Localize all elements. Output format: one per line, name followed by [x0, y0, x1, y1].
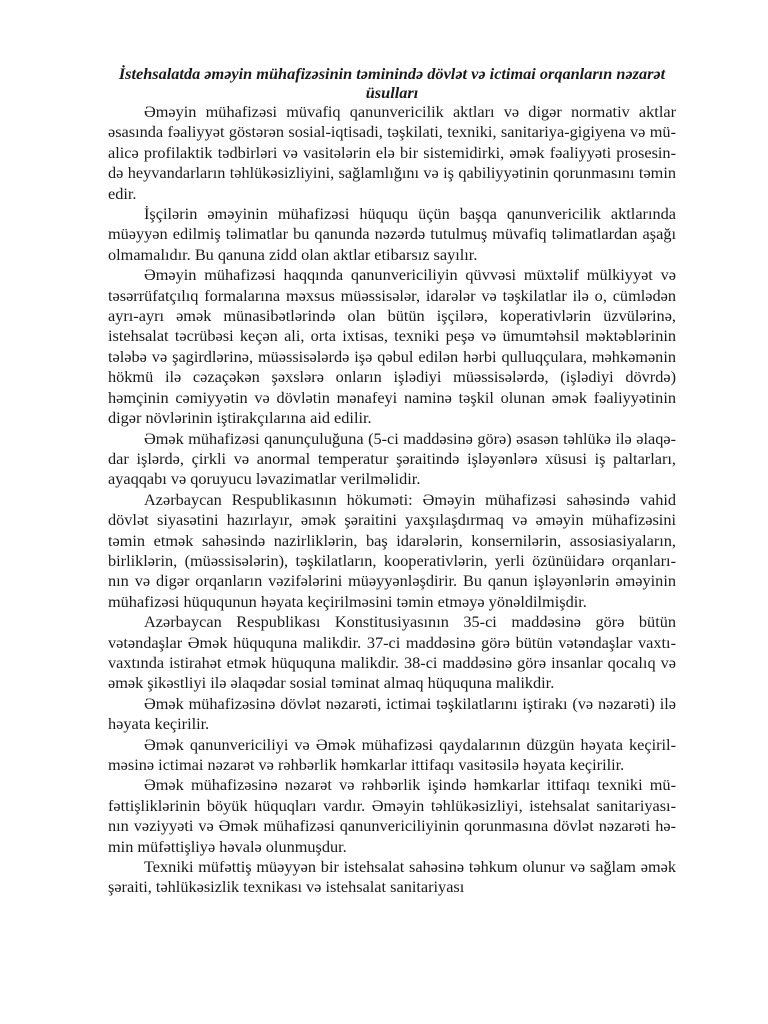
- document-title: İstehsalatda əməyin mühafizəsinin təminində dövlət və ictimai orqanların nəzarət üsulları: [118, 64, 666, 102]
- paragraph-8: Əmək qanunvericiliyi və Əmək mühafizəsi qaydalarının düzgün həyata keçiril-məsinə ictimai nəzarət və rəhbərlik həmkarlar ittifaqı vasitəsilə həyata keçirilir.: [108, 734, 676, 774]
- paragraph-10: Texniki müfəttiş müəyyən bir istehsalat sahəsinə təhkum olunur və sağlam əmək şəraiti, təhlükəsizlik texnikası və istehsalat sanitariyası: [108, 857, 676, 897]
- paragraph-3: Əməyin mühafizəsi haqqında qanunvericiliyin qüvvəsi müxtəlif mülkiyyət və təsərrüfatçılıq formalarına məxsus müəssisələr, idarələr və təşkilatlar ilə o, cümlədən ayrı-ayrı əmək münasibətlərində olan bütün işçilərə, koperativlərin üzvülərinə, istehsalat təcrübəsi keçən ali, orta ixtisas, texniki peşə və ümumtəhsil məktəblərinin tələbə və şagirdlərinə, müəssisələrdə işə qəbul edilən hərbi qulluqçulara, məhkəmənin hökmü ilə cəzaçəkən şəxslərə onların işlədiyi müəssisələrdə, (işlədiyi dövrdə) həmçinin cəmiyyətin və dövlətin mənafeyi naminə təşkil olunan əmək fəaliyyətinin digər növlərinin iştirakçılarına aid edilir.: [108, 265, 676, 428]
- paragraph-6: Azərbaycan Respublikası Konstitusiyasının 35-ci maddəsinə görə bütün vətəndaşlar Əmək hüququna malikdir. 37-ci maddəsinə görə bütün vətəndaşlar vaxtı-vaxtında istirahət etmək hüququna malikdir. 38-ci maddəsinə görə insanlar qocalıq və əmək şikəstliyi ilə əlaqədar sosial təminat almaq hüququna malikdir.: [108, 612, 676, 693]
- paragraph-5: Azərbaycan Respublikasının hökuməti: Əməyin mühafizəsi sahəsində vahid dövlət siyasətini hazırlayır, əmək şəraitini yaxşılaşdırmaq və əməyin mühafizəsini təmin etmək sahəsində nazirliklərin, baş idarələrin, konsernilərin, assosiasiyaların, birliklərin, (müəssisələrin), təşkilatların, kooperativlərin, yerli özünüidarə orqanları-nın və digər orqanların vəzifələrini müəyyənləşdirir. Bu qanun işləyənlərin əməyinin mühafizəsi hüququnun həyata keçirilməsini təmin etməyə yönəldilmişdir.: [108, 489, 676, 611]
- paragraph-2: İşçilərin əməyinin mühafizəsi hüququ üçün başqa qanunvericilik aktlarında müəyyən edilmiş təlimatlar bu qanunda nəzərdə tutulmuş müvafiq təlimatlardan aşağı olmamalıdır. Bu qanuna zidd olan aktlar etibarsız sayılır.: [108, 204, 676, 264]
- paragraph-9: Əmək mühafizəsinə nəzarət və rəhbərlik işində həmkarlar ittifaqı texniki mü-fəttişliklərinin böyük hüquqları vardır. Əməyin təhlükəsizliyi, istehsalat sanitariyası-nın vəziyyəti və Əmək mühafizəsi qanunvericiliyinin qorunmasına dövlət nəzarəti hə-min müfəttişliyə həvalə olunmuşdur.: [108, 775, 676, 856]
- paragraph-7: Əmək mühafizəsinə dövlət nəzarəti, ictimai təşkilatlarını iştirakı (və nəzarəti) ilə həyata keçirilir.: [108, 693, 676, 734]
- document-page: [108, 64, 676, 898]
- paragraph-4: Əmək mühafizəsi qanunçuluğuna (5-ci maddəsinə görə) əsasən təhlükə ilə əlaqə-dar işlərdə, çirkli və anormal temperatur şəraitində işləyənlərə xüsusi iş paltarları, ayaqqabı və qoruyucu ləvazimatlar verilməlidir.: [108, 428, 676, 489]
- paragraph-1: Əməyin mühafizəsi müvafiq qanunvericilik aktları və digər normativ aktlar əsasında fəaliyyət göstərən sosial-iqtisadi, təşkilati, texniki, sanitariya-gigiyena və mü-alicə profilaktik tədbirləri və vasitələrin elə bir sistemidirki, əmək fəaliyyəti prosesin-də heyvandarların təhlükəsizliyini, sağlamlığını və iş qabiliyyətinin qorunmasını təmin edir.: [108, 102, 676, 203]
